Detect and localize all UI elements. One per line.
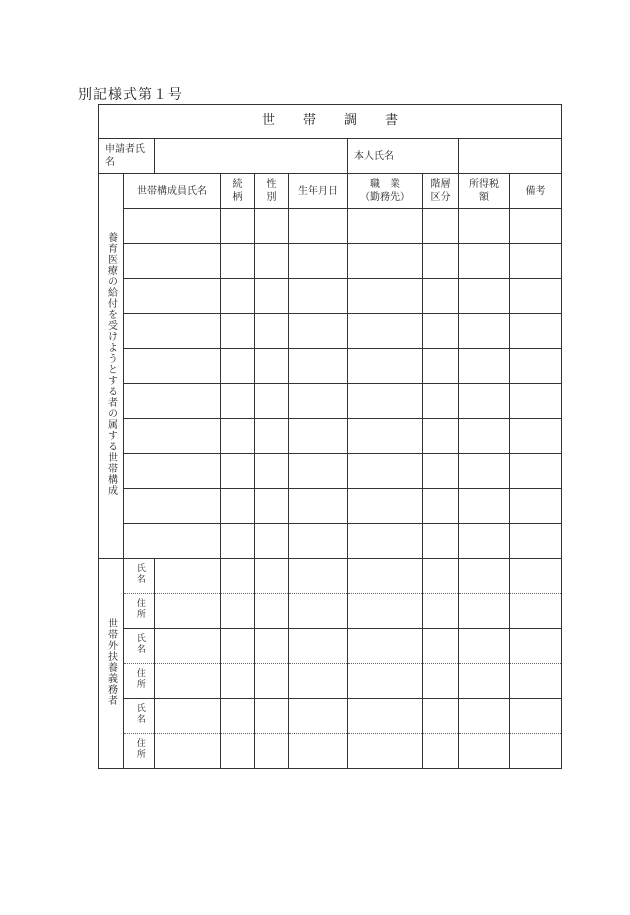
member-name-cell[interactable] xyxy=(124,279,221,314)
income-tax-cell[interactable] xyxy=(459,244,510,279)
tier-cell[interactable] xyxy=(423,454,459,489)
supporter-blank-cell[interactable] xyxy=(221,664,255,699)
applicant-name-label: 申請者氏名 xyxy=(99,139,155,174)
gender-cell[interactable] xyxy=(255,314,289,349)
supporter-name-label xyxy=(124,699,155,734)
supporter-name-row xyxy=(99,629,562,664)
relation-cell[interactable] xyxy=(221,244,255,279)
supporter-blank-cell[interactable] xyxy=(221,629,255,664)
occupation-cell[interactable] xyxy=(348,454,423,489)
principal-name-field[interactable] xyxy=(459,139,562,174)
member-name-header: 世帯構成員氏名 xyxy=(124,174,221,209)
income-tax-cell[interactable] xyxy=(459,279,510,314)
supporter-address-field[interactable] xyxy=(155,594,221,629)
supporter-blank-cell[interactable] xyxy=(459,559,510,594)
household-member-row xyxy=(99,489,562,524)
relation-cell[interactable] xyxy=(221,209,255,244)
supporter-blank-cell[interactable] xyxy=(289,629,348,664)
supporter-blank-cell[interactable] xyxy=(510,559,562,594)
occupation-cell[interactable] xyxy=(348,244,423,279)
supporter-name-field[interactable] xyxy=(155,559,221,594)
supporter-blank-cell[interactable] xyxy=(289,734,348,769)
supporter-blank-cell[interactable] xyxy=(289,699,348,734)
remarks-cell[interactable] xyxy=(510,209,562,244)
supporter-blank-cell[interactable] xyxy=(221,594,255,629)
supporter-address-label-text: 住所 xyxy=(134,668,145,690)
supporter-name-label-text: 氏名 xyxy=(134,703,145,725)
supporter-blank-cell[interactable] xyxy=(510,699,562,734)
member-name-cell[interactable] xyxy=(124,524,221,559)
occupation-cell[interactable] xyxy=(348,524,423,559)
gender-cell[interactable] xyxy=(255,524,289,559)
supporter-blank-cell[interactable] xyxy=(459,594,510,629)
tier-cell[interactable] xyxy=(423,314,459,349)
supporter-blank-cell[interactable] xyxy=(459,629,510,664)
supporter-blank-cell[interactable] xyxy=(221,699,255,734)
supporter-section-label xyxy=(99,559,124,769)
remarks-cell[interactable] xyxy=(510,244,562,279)
supporter-blank-cell[interactable] xyxy=(289,559,348,594)
member-name-cell[interactable] xyxy=(124,314,221,349)
supporter-address-label-text: 住所 xyxy=(134,738,145,760)
tier-cell[interactable] xyxy=(423,279,459,314)
member-name-cell[interactable] xyxy=(124,419,221,454)
remarks-cell[interactable] xyxy=(510,279,562,314)
gender-cell[interactable] xyxy=(255,279,289,314)
birthdate-cell[interactable] xyxy=(289,454,348,489)
household-survey-form xyxy=(98,104,562,769)
gender-cell[interactable] xyxy=(255,209,289,244)
supporter-blank-cell[interactable] xyxy=(348,559,423,594)
supporter-blank-cell[interactable] xyxy=(423,629,459,664)
birthdate-cell[interactable] xyxy=(289,489,348,524)
supporter-name-label xyxy=(124,629,155,664)
supporter-blank-cell[interactable] xyxy=(255,594,289,629)
supporter-address-label xyxy=(124,664,155,699)
gender-cell[interactable] xyxy=(255,419,289,454)
occupation-cell[interactable] xyxy=(348,314,423,349)
member-name-cell[interactable] xyxy=(124,454,221,489)
occupation-cell[interactable] xyxy=(348,384,423,419)
tier-cell[interactable] xyxy=(423,244,459,279)
birthdate-header: 生年月日 xyxy=(289,174,348,209)
remarks-cell[interactable] xyxy=(510,419,562,454)
member-name-cell[interactable] xyxy=(124,244,221,279)
gender-cell[interactable] xyxy=(255,384,289,419)
remarks-cell[interactable] xyxy=(510,489,562,524)
relation-cell[interactable] xyxy=(221,524,255,559)
supporter-blank-cell[interactable] xyxy=(423,734,459,769)
supporter-name-label xyxy=(124,559,155,594)
income-tax-cell[interactable] xyxy=(459,419,510,454)
gender-cell[interactable] xyxy=(255,349,289,384)
supporter-blank-cell[interactable] xyxy=(510,594,562,629)
gender-cell[interactable] xyxy=(255,454,289,489)
income-tax-header: 所得税 額 xyxy=(459,174,510,209)
relation-cell[interactable] xyxy=(221,454,255,489)
supporter-name-field[interactable] xyxy=(155,699,221,734)
gender-cell[interactable] xyxy=(255,489,289,524)
relation-cell[interactable] xyxy=(221,314,255,349)
supporter-name-row xyxy=(99,699,562,734)
birthdate-cell[interactable] xyxy=(289,244,348,279)
member-name-cell[interactable] xyxy=(124,349,221,384)
household-section-text: 養育医療の給付を受けようとする者の属する世帯構成 xyxy=(105,232,117,496)
remarks-cell[interactable] xyxy=(510,384,562,419)
supporter-blank-cell[interactable] xyxy=(423,594,459,629)
relation-cell[interactable] xyxy=(221,349,255,384)
supporter-blank-cell[interactable] xyxy=(289,594,348,629)
household-member-row xyxy=(99,524,562,559)
supporter-address-label-text: 住所 xyxy=(134,598,145,620)
relation-cell[interactable] xyxy=(221,384,255,419)
supporter-name-field[interactable] xyxy=(155,629,221,664)
tier-cell[interactable] xyxy=(423,209,459,244)
supporter-blank-cell[interactable] xyxy=(255,734,289,769)
supporter-blank-cell[interactable] xyxy=(221,734,255,769)
occupation-cell[interactable] xyxy=(348,489,423,524)
supporter-address-row xyxy=(99,664,562,699)
occupation-cell[interactable] xyxy=(348,419,423,454)
supporter-blank-cell[interactable] xyxy=(510,629,562,664)
supporter-address-row xyxy=(99,594,562,629)
occupation-cell[interactable] xyxy=(348,349,423,384)
principal-name-label: 本人氏名 xyxy=(348,139,459,174)
tier-header: 階層 区分 xyxy=(423,174,459,209)
income-tax-cell[interactable] xyxy=(459,209,510,244)
title-char: 書 xyxy=(385,113,399,129)
income-tax-cell[interactable] xyxy=(459,454,510,489)
member-name-cell[interactable] xyxy=(124,384,221,419)
tier-cell[interactable] xyxy=(423,349,459,384)
gender-cell[interactable] xyxy=(255,244,289,279)
supporter-address-field[interactable] xyxy=(155,734,221,769)
household-member-row xyxy=(99,209,562,244)
remarks-cell[interactable] xyxy=(510,454,562,489)
supporter-blank-cell[interactable] xyxy=(423,699,459,734)
supporter-blank-cell[interactable] xyxy=(423,559,459,594)
supporter-blank-cell[interactable] xyxy=(510,664,562,699)
member-name-cell[interactable] xyxy=(124,209,221,244)
supporter-address-label xyxy=(124,734,155,769)
title-char: 調 xyxy=(344,113,358,129)
supporter-blank-cell[interactable] xyxy=(459,699,510,734)
member-name-cell[interactable] xyxy=(124,489,221,524)
birthdate-cell[interactable] xyxy=(289,349,348,384)
income-tax-cell[interactable] xyxy=(459,314,510,349)
remarks-cell[interactable] xyxy=(510,314,562,349)
supporter-blank-cell[interactable] xyxy=(221,559,255,594)
supporter-address-field[interactable] xyxy=(155,664,221,699)
supporter-blank-cell[interactable] xyxy=(255,699,289,734)
household-member-row xyxy=(99,349,562,384)
birthdate-cell[interactable] xyxy=(289,384,348,419)
supporter-name-row xyxy=(99,559,562,594)
household-section-label xyxy=(99,174,124,559)
income-tax-cell[interactable] xyxy=(459,384,510,419)
title-char: 世 xyxy=(262,113,276,129)
relation-cell[interactable] xyxy=(221,489,255,524)
remarks-header: 備考 xyxy=(510,174,562,209)
supporter-blank-cell[interactable] xyxy=(348,664,423,699)
supporter-blank-cell[interactable] xyxy=(510,734,562,769)
applicant-name-field[interactable] xyxy=(155,139,348,174)
gender-header: 性 別 xyxy=(255,174,289,209)
tier-cell[interactable] xyxy=(423,384,459,419)
supporter-blank-cell[interactable] xyxy=(459,664,510,699)
supporter-blank-cell[interactable] xyxy=(459,734,510,769)
tier-cell[interactable] xyxy=(423,489,459,524)
supporter-blank-cell[interactable] xyxy=(348,699,423,734)
remarks-cell[interactable] xyxy=(510,524,562,559)
form-title xyxy=(99,105,562,139)
supporter-blank-cell[interactable] xyxy=(289,664,348,699)
occupation-header: 職 業 （勤務先） xyxy=(348,174,423,209)
birthdate-cell[interactable] xyxy=(289,524,348,559)
household-member-row xyxy=(99,279,562,314)
supporter-address-label xyxy=(124,594,155,629)
supporter-address-row xyxy=(99,734,562,769)
income-tax-cell[interactable] xyxy=(459,349,510,384)
supporter-blank-cell[interactable] xyxy=(348,594,423,629)
occupation-cell[interactable] xyxy=(348,209,423,244)
relation-header: 続 柄 xyxy=(221,174,255,209)
household-member-row xyxy=(99,419,562,454)
supporter-blank-cell[interactable] xyxy=(255,664,289,699)
title-char: 帯 xyxy=(303,113,317,129)
birthdate-cell[interactable] xyxy=(289,279,348,314)
tier-cell[interactable] xyxy=(423,524,459,559)
household-member-row xyxy=(99,454,562,489)
supporter-blank-cell[interactable] xyxy=(348,629,423,664)
household-member-row xyxy=(99,314,562,349)
income-tax-cell[interactable] xyxy=(459,489,510,524)
supporter-blank-cell[interactable] xyxy=(255,629,289,664)
remarks-cell[interactable] xyxy=(510,349,562,384)
supporter-name-label-text: 氏名 xyxy=(134,633,145,655)
birthdate-cell[interactable] xyxy=(289,209,348,244)
supporter-section-text: 世帯外扶養義務者 xyxy=(105,617,117,706)
supporter-blank-cell[interactable] xyxy=(255,559,289,594)
household-member-row xyxy=(99,384,562,419)
income-tax-cell[interactable] xyxy=(459,524,510,559)
supporter-blank-cell[interactable] xyxy=(423,664,459,699)
birthdate-cell[interactable] xyxy=(289,314,348,349)
form-number: 別記様式第１号 xyxy=(78,87,183,103)
relation-cell[interactable] xyxy=(221,279,255,314)
supporter-name-label-text: 氏名 xyxy=(134,563,145,585)
tier-cell[interactable] xyxy=(423,419,459,454)
occupation-cell[interactable] xyxy=(348,279,423,314)
supporter-blank-cell[interactable] xyxy=(348,734,423,769)
relation-cell[interactable] xyxy=(221,419,255,454)
birthdate-cell[interactable] xyxy=(289,419,348,454)
household-member-row xyxy=(99,244,562,279)
